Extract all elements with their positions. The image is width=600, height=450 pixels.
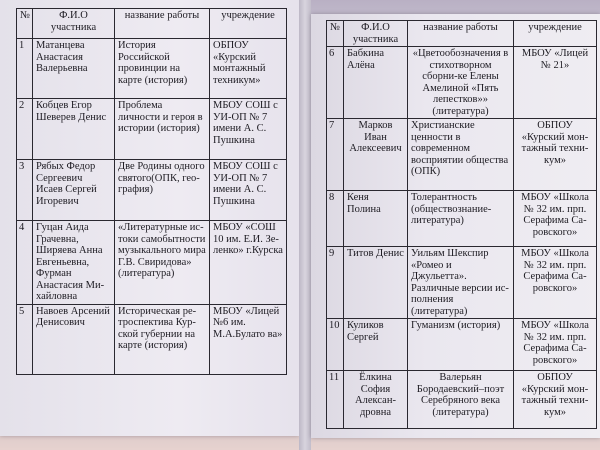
row-name: Марков Иван Алексеевич: [344, 119, 408, 191]
row-institution: МБОУ «Школа № 32 им. прп. Серафима Са-ровского»: [514, 319, 597, 371]
header-num: №: [17, 9, 33, 39]
row-num: 10: [327, 319, 344, 371]
header-num: №: [327, 21, 344, 47]
row-institution: МБОУ «Лицей №6 им. М.А.Булато ва»: [210, 304, 287, 374]
book-gutter: [299, 0, 311, 450]
table-row: [327, 47, 597, 119]
row-work: Христианские ценности в современном восприятии общества (ОПК): [408, 119, 514, 191]
row-num: 11: [327, 371, 344, 429]
row-name: Ёлкина София Алексан-дровна: [344, 371, 408, 429]
row-institution: ОБПОУ «Курский мон-тажный техни-кум»: [514, 119, 597, 191]
row-institution: МБОУ «Школа № 32 им. прп. Серафима Са-ровского»: [514, 247, 597, 319]
row-name: Куликов Сергей: [344, 319, 408, 371]
row-institution: МБОУ «СОШ 10 им. Е.И. Зе-ленко» г.Курска: [210, 221, 287, 305]
row-work: Гуманизм (история): [408, 319, 514, 371]
row-name: Кобцев Егор Шеверев Денис: [33, 99, 115, 160]
row-num: 8: [327, 191, 344, 247]
row-name: Навоев Арсений Денисович: [33, 304, 115, 374]
header-name: Ф.И.О участника: [344, 21, 408, 47]
row-name: Рябых Федор Сергеевич Исаев Сергей Игоревич: [33, 160, 115, 221]
row-num: 9: [327, 247, 344, 319]
table-header-row: [327, 21, 597, 47]
row-num: 5: [17, 304, 33, 374]
participants-table-left: [16, 8, 287, 375]
row-name: Матанцева Анастасия Валерьевна: [33, 39, 115, 99]
row-work: Две Родины одного святого(ОПК, гео-графия): [115, 160, 210, 221]
header-work: название работы: [115, 9, 210, 39]
row-work: Толерантность (обществознание-литература): [408, 191, 514, 247]
table-row: [327, 191, 597, 247]
table-row: [17, 99, 287, 160]
row-work: Уильям Шекспир «Ромео и Джульетта». Различные версии ис-полнения (литература): [408, 247, 514, 319]
table-row: [17, 221, 287, 305]
header-name: Ф.И.О участника: [33, 9, 115, 39]
row-institution: МБОУ «Лицей № 21»: [514, 47, 597, 119]
row-work: «Цветообозначения в стихотворном сборни-ке Елены Амелиной «Пять лепестков»» (литература): [408, 47, 514, 119]
row-name: Гуцан Аида Грачевна, Ширяева Анна Евгеньевна, Фурман Анастасия Ми-хайловна: [33, 221, 115, 305]
row-name: Кеня Полина: [344, 191, 408, 247]
table-row: [327, 319, 597, 371]
row-num: 4: [17, 221, 33, 305]
table-header-row: [17, 9, 287, 39]
row-num: 1: [17, 39, 33, 99]
participants-table-right: [326, 20, 597, 429]
table-row: [327, 119, 597, 191]
row-work: Проблема личности и героя в истории (история): [115, 99, 210, 160]
header-institution: учреждение: [514, 21, 597, 47]
row-num: 2: [17, 99, 33, 160]
table-row: [17, 304, 287, 374]
row-work: Валерьян Бородаевский–поэт Серебряного века (литература): [408, 371, 514, 429]
row-institution: МБОУ СОШ с УИ-ОП № 7 имени А. С. Пушкина: [210, 99, 287, 160]
header-work: название работы: [408, 21, 514, 47]
table-row: [327, 371, 597, 429]
table-row: [17, 39, 287, 99]
row-num: 6: [327, 47, 344, 119]
table-row: [327, 247, 597, 319]
row-name: Титов Денис: [344, 247, 408, 319]
row-num: 7: [327, 119, 344, 191]
table-row: [17, 160, 287, 221]
row-num: 3: [17, 160, 33, 221]
row-name: Бабкина Алёна: [344, 47, 408, 119]
row-institution: МБОУ «Школа № 32 им. прп. Серафима Са-ровского»: [514, 191, 597, 247]
row-work: Историческая ре-троспектива Кур-ской губернии на карте (история): [115, 304, 210, 374]
row-work: История Российской провинции на карте (история): [115, 39, 210, 99]
row-work: «Литературные ис-токи самобытности музыкального мира Г.В. Свиридова» (литература): [115, 221, 210, 305]
row-institution: ОБПОУ «Курский монтажный техникум»: [210, 39, 287, 99]
row-institution: МБОУ СОШ с УИ-ОП № 7 имени А. С. Пушкина: [210, 160, 287, 221]
header-institution: учреждение: [210, 9, 287, 39]
row-institution: ОБПОУ «Курский мон-тажный техни-кум»: [514, 371, 597, 429]
